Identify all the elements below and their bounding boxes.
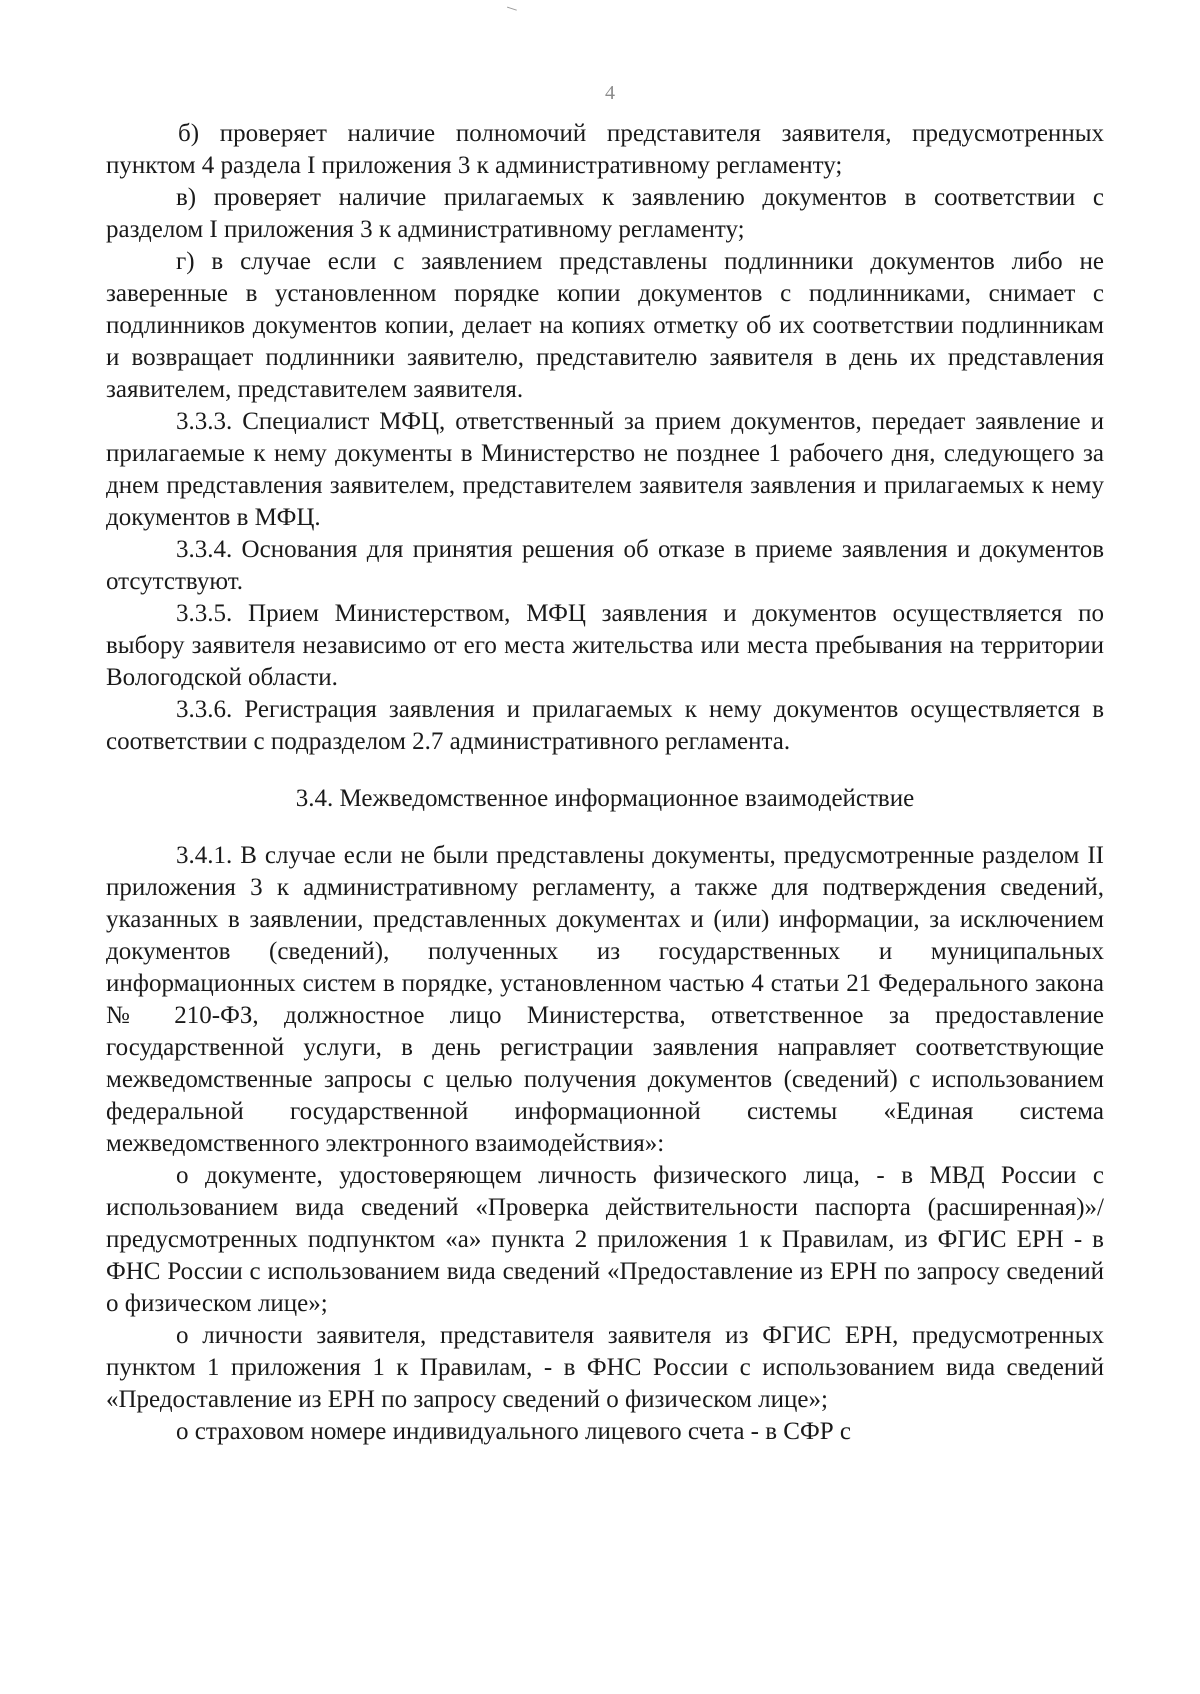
paragraph-3-3-3: 3.3.3. Специалист МФЦ, ответственный за прием документов, передает заявление и прилагаемые к нему документы в Министерство не позднее 1 рабочего дня, следующего за днем представления заявителем, представителем заявителя заявления и прилагаемых к нему документов в МФЦ. <box>106 408 1104 531</box>
scan-artifact-mark <box>505 7 517 17</box>
paragraph-identity-document: о документе, удостоверяющем личность физического лица, - в МВД России с использованием вида сведений «Проверка действительности паспорта (расширенная)»/предусмотренных подпунктом «а» пункта 2 приложения 1 к Правилам, из ФГИС ЕРН - в ФНС России с использованием вида сведений «Предоставление из ЕРН по запросу сведений о физическом лице»; <box>106 1162 1104 1317</box>
paragraph-applicant-identity: о личности заявителя, представителя заявителя из ФГИС ЕРН, предусмотренных пунктом 1 приложения 1 к Правилам, - в ФНС России с использованием вида сведений «Предоставление из ЕРН по запросу сведений о физическом лице»; <box>106 1322 1104 1413</box>
paragraph-b: б) проверяет наличие полномочий представителя заявителя, предусмотренных пунктом 4 раздела I приложения 3 к административному регламенту; <box>106 120 1104 179</box>
page-number: 4 <box>605 82 615 104</box>
paragraph-3-3-5: 3.3.5. Прием Министерством, МФЦ заявления и документов осуществляется по выбору заявителя независимо от его места жительства или места пребывания на территории Вологодской области. <box>106 600 1104 691</box>
paragraph-3-3-4: 3.3.4. Основания для принятия решения об отказе в приеме заявления и документов отсутствуют. <box>106 536 1104 595</box>
section-heading: 3.4. Межведомственное информационное взаимодействие <box>295 785 915 812</box>
paragraph-3-3-6: 3.3.6. Регистрация заявления и прилагаемых к нему документов осуществляется в соответствии с подразделом 2.7 административного регламента. <box>106 696 1104 755</box>
document-body <box>106 118 1104 1448</box>
paragraph-g: г) в случае если с заявлением представлены подлинники документов либо не заверенные в установленном порядке копии документов с подлинниками, снимает с подлинников документов копии, делает на копиях отметку об их соответствии подлинникам и возвращает подлинники заявителю, представителю заявителя в день их представления заявителем, представителем заявителя. <box>106 248 1104 403</box>
paragraph-v: в) проверяет наличие прилагаемых к заявлению документов в соответствии с разделом I приложения 3 к административному регламенту; <box>106 184 1104 243</box>
paragraph-3-4-1: 3.4.1. В случае если не были представлены документы, предусмотренные разделом II приложения 3 к административному регламенту, а также для подтверждения сведений, указанных в заявлении, представленных документах и (или) информации, за исключением документов (сведений), полученных из государственных и муниципальных информационных систем в порядке, установленном частью 4 статьи 21 Федерального закона № 210-ФЗ, должностное лицо Министерства, ответственное за предоставление государственной услуги, в день регистрации заявления направляет соответствующие межведомственные запросы с целью получения документов (сведений) с использованием федеральной государственной информационной системы «Единая система межведомственного электронного взаимодействия»: <box>106 842 1104 1157</box>
paragraph-snils: о страховом номере индивидуального лицевого счета - в СФР с <box>176 1418 851 1445</box>
